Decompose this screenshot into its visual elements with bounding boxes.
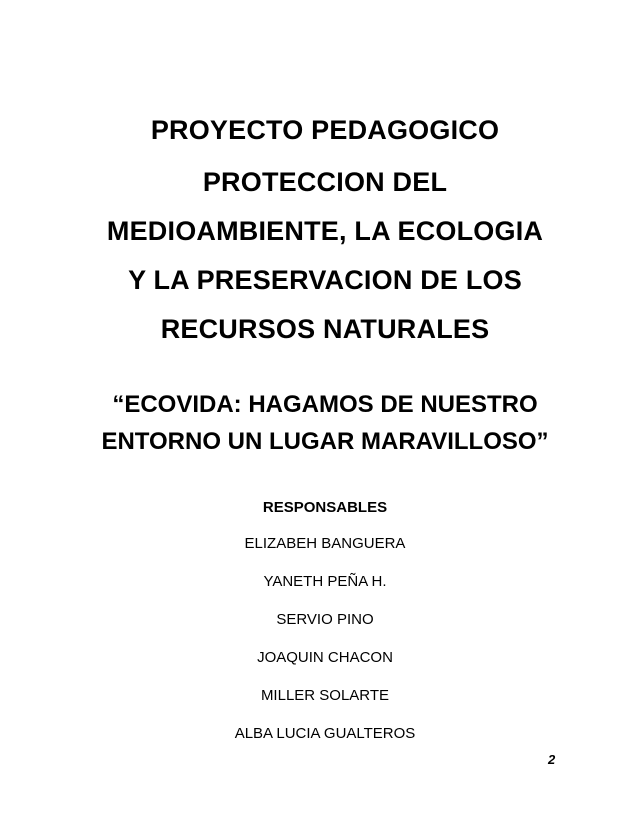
title-line-5: RECURSOS NATURALES xyxy=(160,314,490,344)
responsable-name-3: SERVIO PINO xyxy=(276,611,374,628)
page-number: 2 xyxy=(548,752,556,767)
title-line-1: PROYECTO PEDAGOGICO xyxy=(150,115,500,145)
slogan-line-1: “ECOVIDA: HAGAMOS DE NUESTRO xyxy=(112,391,538,418)
title-line-4: Y LA PRESERVACION DE LOS xyxy=(128,265,522,295)
title-line-3: MEDIOAMBIENTE, LA ECOLOGIA xyxy=(106,216,544,246)
slogan-line-2: ENTORNO UN LUGAR MARAVILLOSO” xyxy=(101,428,549,455)
responsable-name-2: YANETH PEÑA H. xyxy=(263,573,387,590)
responsable-name-6: ALBA LUCIA GUALTEROS xyxy=(234,725,416,742)
responsable-name-4: JOAQUIN CHACON xyxy=(257,649,393,666)
title-line-2: PROTECCION DEL xyxy=(202,167,448,197)
responsables-heading: RESPONSABLES xyxy=(262,499,388,516)
responsable-name-5: MILLER SOLARTE xyxy=(260,687,390,704)
responsable-name-1: ELIZABEH BANGUERA xyxy=(244,535,406,552)
